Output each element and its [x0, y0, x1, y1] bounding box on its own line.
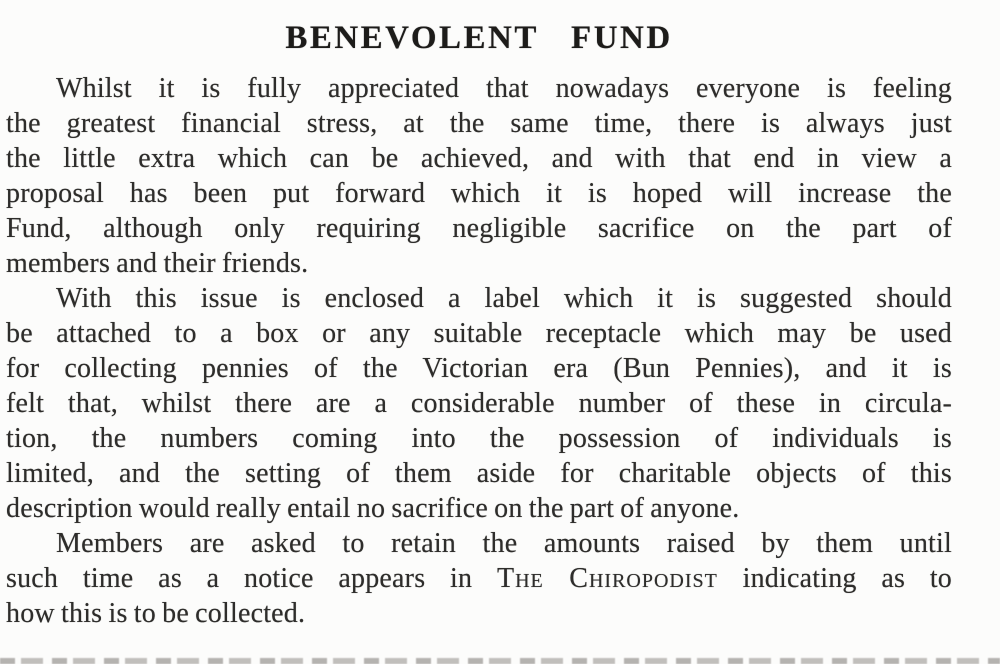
text-segment: indicating as to [717, 563, 952, 594]
paragraph-1 [6, 71, 952, 281]
text-line: Fund, although only requiring negligible sacrifice on the part of [6, 213, 952, 244]
text-line: for collecting pennies of the Victorian era (Bun Pennies), and it is [6, 353, 952, 384]
text-line: the little extra which can be achieved, and with that end in view a [6, 143, 952, 174]
text-line: Whilst it is fully appreciated that nowadays everyone is feeling [56, 73, 952, 104]
text-line: tion, the numbers coming into the possession of individuals is [6, 423, 952, 454]
text-line: be attached to a box or any suitable receptacle which may be used [6, 318, 952, 349]
cutoff-print-band [0, 658, 1000, 664]
document-title: BENEVOLENT FUND [285, 20, 673, 56]
text-line: proposal has been put forward which it is hoped will increase the [6, 178, 952, 209]
text-segment: such time as a notice appears in [6, 563, 497, 594]
text-line: the greatest financial stress, at the same time, there is always just [6, 108, 952, 139]
journal-name: The Chiropodist [496, 563, 718, 594]
text-line: With this issue is enclosed a label which it is suggested should [56, 283, 952, 314]
paragraph-3 [6, 526, 952, 631]
text-line: limited, and the setting of them aside for charitable objects of this [6, 458, 952, 489]
text-line: description would really entail no sacrifice on the part of anyone. [6, 493, 740, 524]
text-line-with-journal-name [6, 561, 952, 596]
text-line: felt that, whilst there are a considerable number of these in circula- [6, 388, 952, 419]
text-line: Members are asked to retain the amounts raised by them until [56, 528, 952, 559]
text-line: members and their friends. [6, 248, 309, 279]
text-line: how this is to be collected. [6, 598, 306, 629]
paragraph-2 [6, 281, 952, 526]
